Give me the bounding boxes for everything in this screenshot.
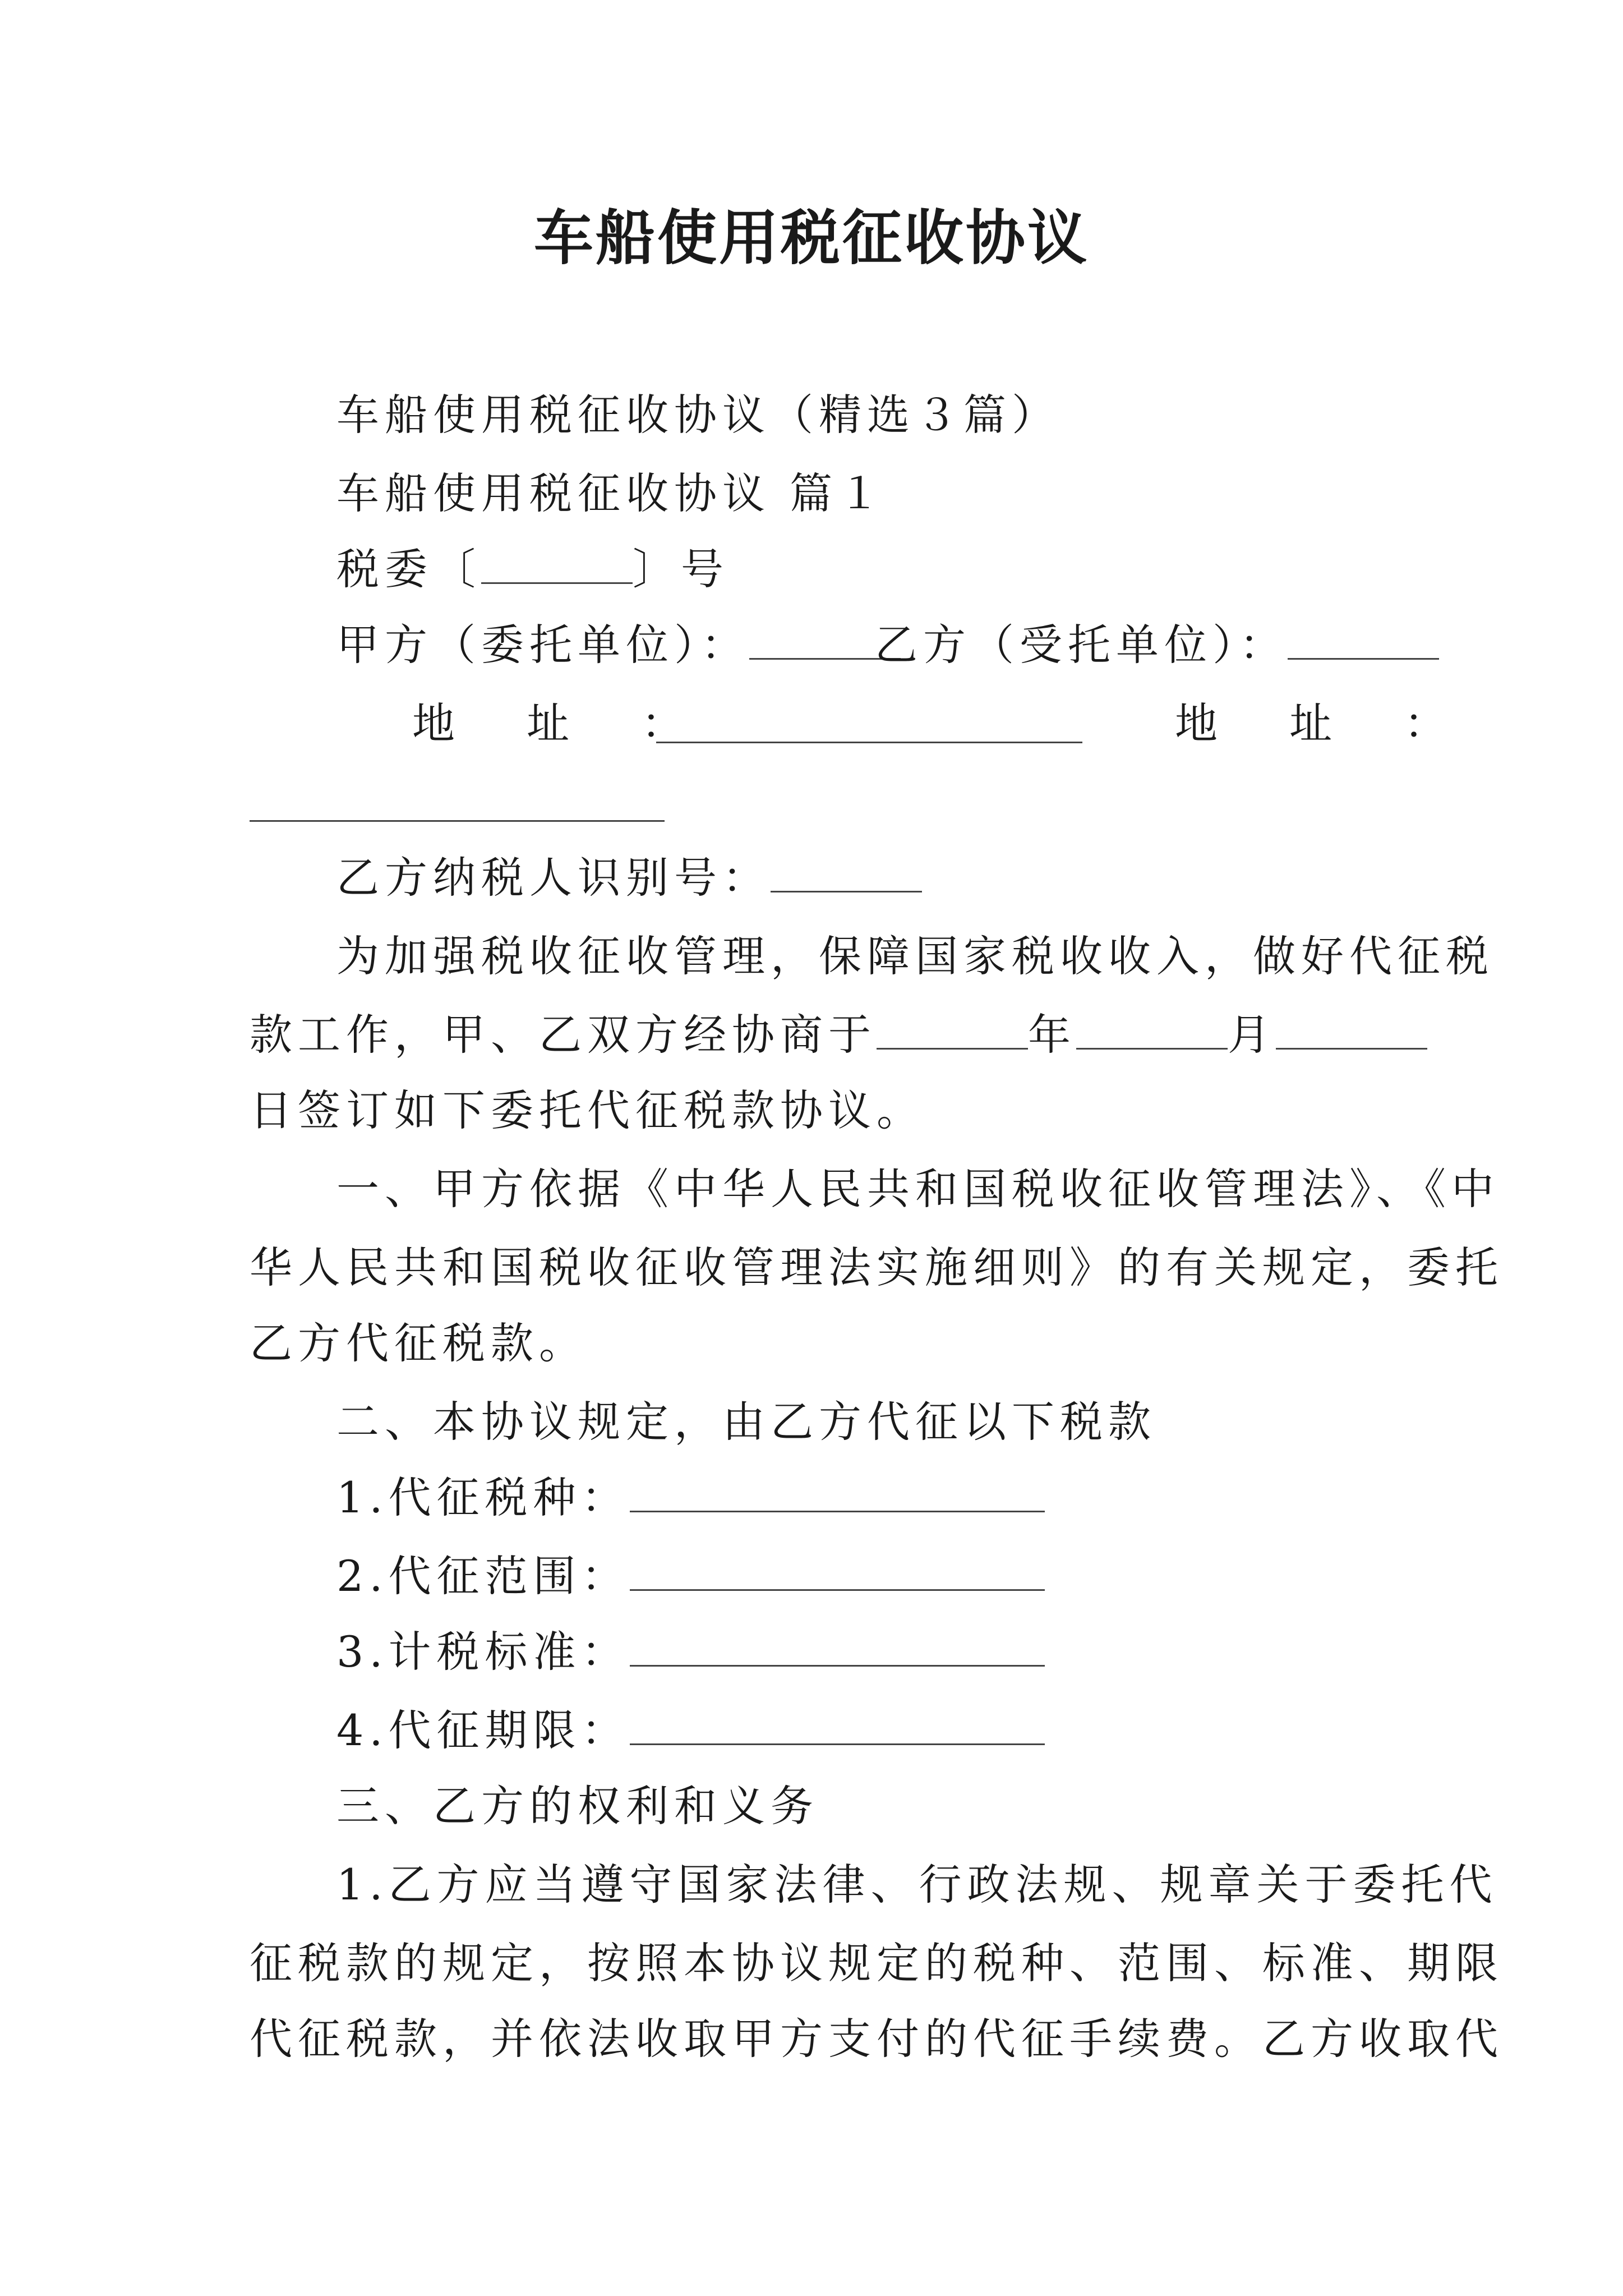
doc-number-blank[interactable] xyxy=(481,542,633,584)
address-a-blank[interactable] xyxy=(656,701,1082,743)
address-label-b: 地 址 ： xyxy=(1175,698,1476,748)
year-label: 年 xyxy=(1028,1010,1076,1060)
clause2-item xyxy=(336,1470,1045,1526)
clause2-item xyxy=(336,1624,1045,1680)
party-b-label: 乙方（受托单位）： xyxy=(875,620,1288,670)
clause2-item xyxy=(336,1703,1045,1759)
intro-line-1: 为加强税收征收管理，保障国家税收收入，做好代征税 xyxy=(336,931,1494,981)
doc-number-prefix: 税委〔 xyxy=(336,544,481,594)
party-b-blank[interactable] xyxy=(1288,618,1439,660)
intro-line-2 xyxy=(250,1007,1427,1063)
clause2-item-label: 2.代征范围： xyxy=(336,1551,630,1601)
party-a-label: 甲方（委托单位）： xyxy=(336,620,749,670)
taxpayer-id-label: 乙方纳税人识别号： xyxy=(336,853,771,903)
doc-number-suffix: 〕号 xyxy=(633,544,729,594)
clause1-line-2: 华人民共和国税收征收管理法实施细则》的有关规定，委托 xyxy=(250,1243,1504,1292)
address-b-blank[interactable] xyxy=(250,780,665,822)
clause2-item-blank[interactable] xyxy=(630,1549,1045,1591)
clause2-item xyxy=(336,1548,1045,1604)
day-blank[interactable] xyxy=(1276,1007,1427,1050)
clause1-line-3: 乙方代征税款。 xyxy=(250,1318,587,1368)
clause2-item-label: 3.计税标准： xyxy=(336,1627,630,1677)
subtitle: 车船使用税征收协议（精选３篇） xyxy=(336,390,1060,440)
clause2-item-blank[interactable] xyxy=(630,1470,1045,1512)
clause2-item-blank[interactable] xyxy=(630,1625,1045,1667)
month-label: 月 xyxy=(1228,1010,1276,1060)
intro-line-3: 日签订如下委托代征税款协议。 xyxy=(250,1085,925,1135)
party-line xyxy=(336,617,901,673)
section-heading: 车船使用税征收协议 篇１ xyxy=(336,468,887,518)
taxpayer-id-blank[interactable] xyxy=(771,850,922,892)
clause2-item-label: 4.代征期限： xyxy=(336,1705,630,1755)
party-b-line xyxy=(875,617,1439,673)
clause2-item-label: 1.代征税种： xyxy=(336,1473,630,1522)
clause3-line-1: 1.乙方应当遵守国家法律、行政法规、规章关于委托代 xyxy=(336,1860,1498,1910)
clause3-heading: 三、乙方的权利和义务 xyxy=(336,1781,819,1831)
clause3-line-2: 征税款的规定，按照本协议规定的税种、范围、标准、期限 xyxy=(250,1938,1504,1988)
month-blank[interactable] xyxy=(1076,1007,1228,1050)
address-label-a: 地 址 ： xyxy=(412,698,713,748)
doc-number-line xyxy=(336,541,729,597)
document-title: 车船使用税征收协议 xyxy=(534,204,1089,273)
clause2-heading: 二、本协议规定，由乙方代征以下税款 xyxy=(336,1397,1156,1447)
clause1-line-1: 一、甲方依据《中华人民共和国税收征收管理法》、《中 xyxy=(336,1164,1500,1214)
clause2-item-blank[interactable] xyxy=(630,1703,1045,1745)
clause3-line-3: 代征税款，并依法收取甲方支付的代征手续费。乙方收取代 xyxy=(250,2014,1504,2064)
year-blank[interactable] xyxy=(877,1007,1028,1050)
intro-line-2-text: 款工作，甲、乙双方经协商于 xyxy=(250,1010,877,1060)
taxpayer-id-line xyxy=(336,850,922,906)
